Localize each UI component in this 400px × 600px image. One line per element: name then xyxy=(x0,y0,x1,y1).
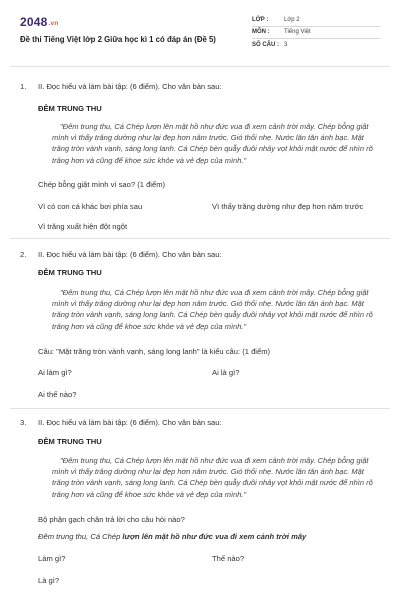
document-title: Đề thi Tiếng Việt lớp 2 Giữa học kì 1 có đáp án (Đề 5) xyxy=(20,35,216,44)
site-logo[interactable] xyxy=(20,15,59,29)
header-divider xyxy=(10,66,390,67)
passage-line: "Đêm trung thu, Cá Chép lượn lên mặt hồ như đức vua đi xem cảnh trời mây. Chép bỗng giật xyxy=(60,288,369,297)
passage-line: mình vì thấy trăng dường như lại đẹp hơn năm trước. Gió thổi nhẹ. Nước lăn tăn ánh bạc. Mặt xyxy=(52,467,364,477)
logo-main: 2048 xyxy=(20,15,48,29)
passage-text xyxy=(52,455,382,500)
option-c[interactable]: Ai thế nào? xyxy=(38,390,77,399)
passage-line: trăng tròn vành vạnh, sáng long lanh. Cá Chép bèn quẫy đuôi nhảy vọt khỏi mặt nước để nhìn rõ xyxy=(52,144,373,154)
meta-value: Tiếng Việt xyxy=(284,29,311,36)
meta-label: SỐ CÂU : xyxy=(252,42,279,49)
passage-text xyxy=(52,287,382,332)
option-a[interactable]: Làm gì? xyxy=(38,554,66,563)
question-divider xyxy=(10,238,390,239)
option-c[interactable]: Là gì? xyxy=(38,576,60,585)
option-b[interactable]: Vì thấy trăng dường như đẹp hơn năm trước xyxy=(212,202,364,211)
passage-line: mình vì thấy trăng dường như lại đẹp hơn năm trước. Gió thổi nhẹ. Nước lăn tăn ánh bạc. Mặt xyxy=(52,299,364,309)
page-header xyxy=(0,0,400,64)
passage-line: trăng tròn vành vạnh, sáng long lanh. Cá Chép bèn quẫy đuôi nhảy vọt khỏi mặt nước để nhìn rõ xyxy=(52,310,373,320)
meta-value: 3 xyxy=(284,42,288,49)
question-number: 1. xyxy=(20,82,27,91)
passage-line: "Đêm trung thu, Cá Chép lượn lên mặt hồ như đức vua đi xem cảnh trời mây. Chép bỗng giật xyxy=(60,122,369,131)
option-b[interactable]: Ai là gì? xyxy=(212,368,240,377)
meta-row-subject xyxy=(252,27,380,40)
passage-line: trăng hơn và cũng để khoe sức khỏe và vẻ đẹp của mình." xyxy=(52,489,247,499)
passage-title: ĐÊM TRUNG THU xyxy=(38,104,102,113)
underlined-sentence xyxy=(38,532,306,541)
question-number: 2. xyxy=(20,250,27,259)
sentence-plain: Đêm trung thu, Cá Chép xyxy=(38,532,123,541)
question-intro: II. Đọc hiểu và làm bài tập: (6 điểm). Cho văn bản sau: xyxy=(38,82,222,91)
passage-line: trăng hơn và cũng để khoe sức khỏe và vẻ đẹp của mình." xyxy=(52,155,247,165)
question-prompt: Bộ phận gạch chân trả lời cho câu hỏi nào? xyxy=(38,515,185,524)
passage-title: ĐÊM TRUNG THU xyxy=(38,437,102,446)
passage-line: mình vì thấy trăng dường như lại đẹp hơn năm trước. Gió thổi nhẹ. Nước lăn tăn ánh bạc. Mặt xyxy=(52,133,364,143)
meta-label: LỚP : xyxy=(252,16,269,23)
question-prompt: Chép bỗng giật mình vì sao? (1 điểm) xyxy=(38,180,166,189)
passage-line: "Đêm trung thu, Cá Chép lượn lên mặt hồ như đức vua đi xem cảnh trời mây. Chép bỗng giật xyxy=(60,456,369,465)
meta-row-class xyxy=(252,14,380,27)
option-c[interactable]: Vì trăng xuất hiện đột ngột xyxy=(38,222,128,231)
passage-line: trăng tròn vành vạnh, sáng long lanh. Cá Chép bèn quẫy đuôi nhảy vọt khỏi mặt nước để nhìn rõ xyxy=(52,478,373,488)
passage-line: trăng hơn và cũng để khoe sức khỏe và vẻ đẹp của mình." xyxy=(52,321,247,331)
meta-table xyxy=(252,14,380,52)
option-b[interactable]: Thế nào? xyxy=(212,554,245,563)
sentence-underlined-part: lượn lên mặt hồ như đức vua đi xem cảnh trời mây xyxy=(122,532,307,541)
logo-sub: .vn xyxy=(48,20,59,27)
meta-value: Lớp 2 xyxy=(284,16,300,23)
question-divider xyxy=(10,408,390,409)
question-intro: II. Đọc hiểu và làm bài tập: (6 điểm). Cho văn bản sau: xyxy=(38,250,222,259)
meta-row-count xyxy=(252,39,380,52)
meta-label: MÔN : xyxy=(252,29,270,36)
question-prompt: Câu: "Mặt trăng tròn vành vạnh, sáng long lanh" là kiểu câu: (1 điểm) xyxy=(38,347,271,356)
question-number: 3. xyxy=(20,418,27,427)
option-a[interactable]: Vì có con cá khác bơi phía sau xyxy=(38,202,143,211)
option-a[interactable]: Ai làm gì? xyxy=(38,368,72,377)
passage-title: ĐÊM TRUNG THU xyxy=(38,268,102,277)
question-intro: II. Đọc hiểu và làm bài tập: (6 điểm). Cho văn bản sau: xyxy=(38,418,222,427)
passage-text xyxy=(52,121,382,166)
